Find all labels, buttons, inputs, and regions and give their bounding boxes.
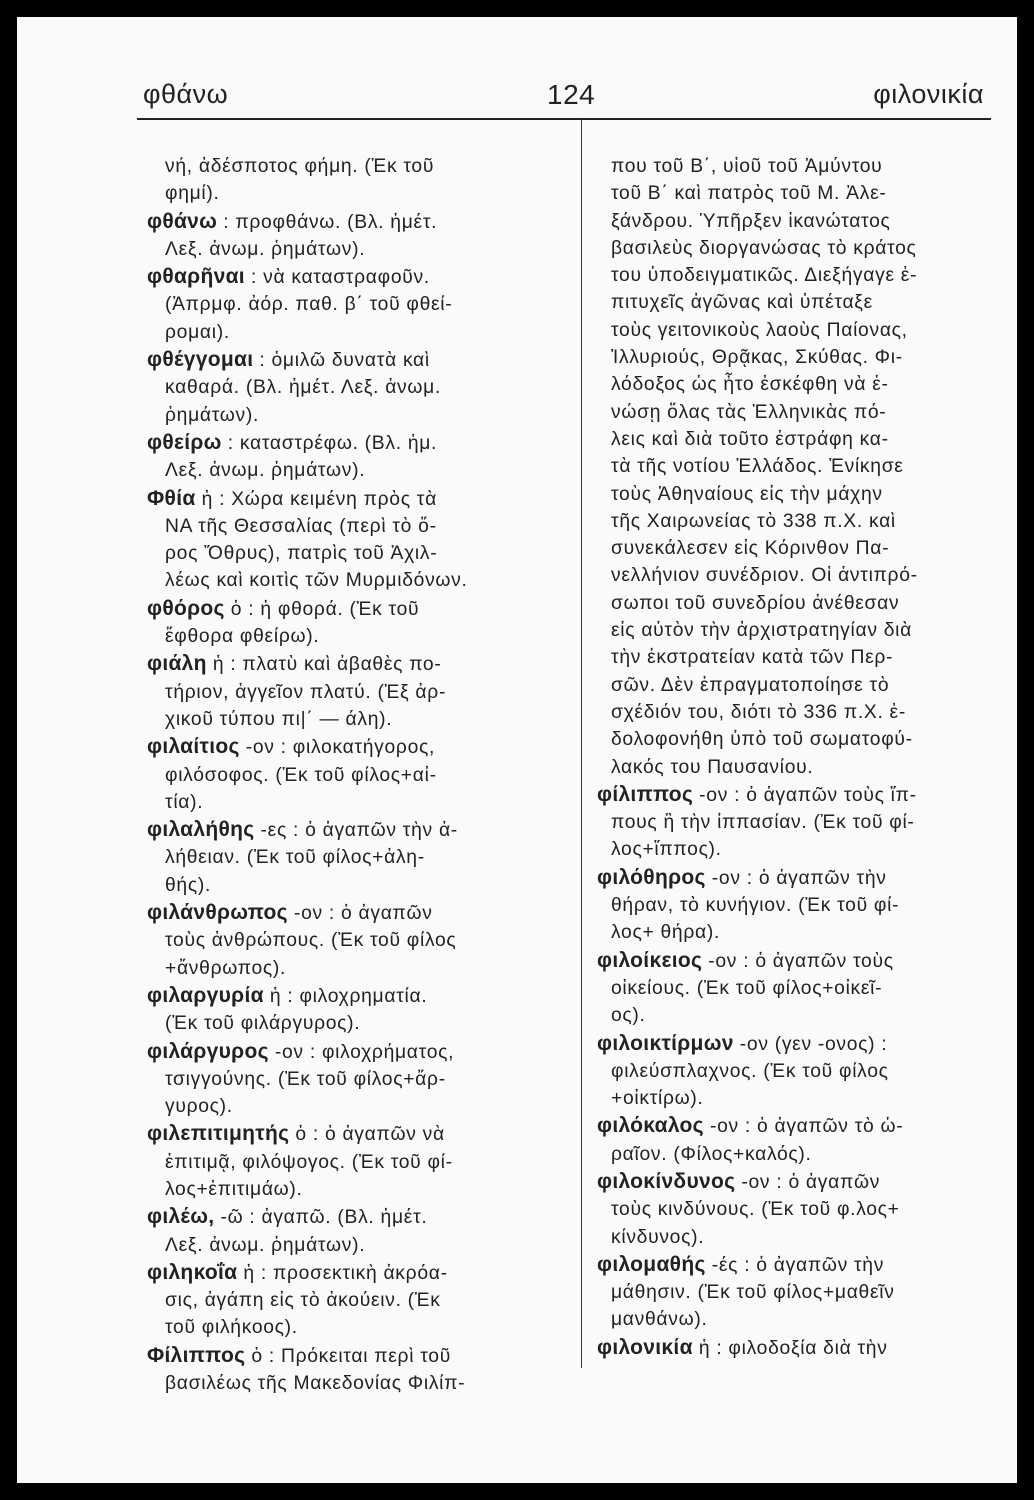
entry-headword: φιλοίκειος [597, 948, 703, 972]
dictionary-entry [597, 1030, 1005, 1113]
entry-headword: φιλαλήθης [147, 818, 255, 842]
entry-headword: φθείρω [147, 430, 222, 454]
entry-text: τοῦ φιλήκοος). [165, 1317, 298, 1339]
entry-line [147, 1176, 559, 1203]
entry-line [597, 975, 1005, 1002]
entry-line [597, 1168, 1005, 1196]
entry-line [147, 762, 559, 789]
entry-line [597, 153, 1005, 180]
entry-text: σχέδιόν του, διότι τὸ 336 π.Χ. ἐ- [611, 701, 906, 723]
entry-line [147, 485, 559, 513]
entry-text: +ἄνθρωπος). [165, 957, 287, 979]
entry-line [147, 623, 559, 650]
entry-line [597, 180, 1005, 207]
column-divider [581, 118, 582, 1368]
entry-text: ὁ : ὁ ἀγαπῶν νὰ [289, 1124, 445, 1146]
entry-line [597, 262, 1005, 289]
dictionary-entry [147, 485, 559, 595]
dictionary-entry [147, 1259, 559, 1342]
entry-line [597, 781, 1005, 809]
entry-line [597, 699, 1005, 726]
entry-line [597, 1224, 1005, 1251]
entry-headword: φιλομαθής [597, 1252, 706, 1276]
entry-line [597, 1112, 1005, 1140]
entry-headword: φιλοικτίρμων [597, 1031, 734, 1055]
entry-headword: φιλονικία [597, 1335, 693, 1359]
entry-text: νώσῃ ὅλας τὰς Ἑλληνικὰς πό- [611, 401, 887, 423]
entry-text: τήριον, ἀγγεῖον πλατύ. (Ἐξ ἀρ- [165, 681, 447, 703]
entry-line [597, 892, 1005, 919]
entry-text: σῶν. Δὲν ἐπραγματοποίησε τὸ [611, 674, 890, 696]
entry-line [597, 1002, 1005, 1029]
entry-headword: φιλάνθρωπος [147, 901, 288, 925]
entry-line [147, 263, 559, 291]
entry-text: χικοῦ τύπου πι|΄ — άλη). [165, 708, 393, 730]
dictionary-entry [147, 899, 559, 982]
entry-headword: φθόρος [147, 596, 225, 620]
entry-line [597, 535, 1005, 562]
entry-text: -ον : ὁ ἀγαπῶν [287, 903, 433, 925]
dictionary-entry [597, 1334, 1005, 1362]
entry-line [597, 590, 1005, 617]
entry-text: νελλήνιον συνέδριον. Οἱ ἀντιπρό- [611, 565, 918, 587]
header-rule [137, 118, 991, 120]
entry-text: μανθάνω). [611, 1309, 708, 1331]
entry-headword: φιλάργυρος [147, 1039, 269, 1063]
entry-line [147, 899, 559, 927]
entry-line [147, 595, 559, 623]
entry-text: ῥημάτων). [165, 404, 260, 426]
entry-text: φημί). [165, 183, 220, 205]
entry-line [147, 1203, 559, 1231]
entry-text: Ἰλλυριούς, Θρᾷκας, Σκύθας. Φι- [611, 347, 903, 369]
dictionary-entry [147, 1203, 559, 1259]
entry-headword: φίλιππος [597, 782, 694, 806]
entry-line [597, 1085, 1005, 1112]
entry-line [147, 1093, 559, 1120]
entry-text: τοῦ Β΄ καὶ πατρὸς τοῦ Μ. Ἀλε- [611, 183, 887, 205]
entry-text: νή, ἀδέσποτος φήμη. (Ἐκ τοῦ [165, 156, 435, 177]
entry-text: ρος Ὄθρυς), πατρὶς τοῦ Ἀχιλ- [165, 543, 438, 565]
entry-text: σωποι τοῦ συνεδρίου ἀνέθεσαν [611, 592, 900, 614]
entry-line [597, 426, 1005, 453]
entry-text: μάθησιν. (Ἐκ τοῦ φίλος+μαθεῖν [611, 1282, 895, 1304]
entry-line [147, 291, 559, 318]
entry-line [147, 567, 559, 594]
entry-line [597, 754, 1005, 781]
dictionary-entry [147, 263, 559, 346]
dictionary-entry [147, 153, 559, 208]
entry-text: λέως καὶ κοιτὶς τῶν Μυρμιδόνων. [165, 570, 468, 592]
entry-line [147, 1066, 559, 1093]
entry-line [147, 346, 559, 374]
entry-line [147, 1120, 559, 1148]
entry-line [597, 508, 1005, 535]
dictionary-entry [597, 864, 1005, 947]
entry-headword: φιλόκαλος [597, 1114, 704, 1138]
entry-text: -ον : ὁ ἀγαπῶν τὴν [705, 867, 887, 889]
entry-text: ξάνδρου. Ὑπῆρξεν ἱκανώτατος [611, 210, 891, 232]
entry-text: -ές : ὁ ἀγαπῶν τὴν [705, 1254, 885, 1276]
entry-line [597, 1141, 1005, 1168]
entry-line [597, 481, 1005, 508]
dictionary-entry [597, 947, 1005, 1030]
entry-line [597, 1030, 1005, 1058]
entry-text: βασιλεὺς διοργανώσας τὸ κράτος [611, 237, 917, 259]
dictionary-entry [597, 1112, 1005, 1168]
entry-text: θής). [165, 874, 212, 896]
entry-text: του ὑποδειγματικῶς. Διεξήγαγε ἐ- [611, 265, 918, 287]
entry-text: γυρος). [165, 1096, 233, 1118]
entry-line [597, 1251, 1005, 1279]
entry-line [147, 374, 559, 401]
entry-text: τὰ τῆς νοτίου Ἑλλάδος. Ἐνίκησε [611, 456, 904, 478]
entry-headword: φιλαίτιος [147, 735, 240, 759]
entry-headword: φιλεπιτιμητής [147, 1122, 290, 1146]
dictionary-entry [147, 982, 559, 1038]
entry-text: τοὺς Ἀθηναίους εἰς τὴν μάχην [611, 483, 883, 505]
dictionary-entry [147, 429, 559, 485]
entry-line [147, 540, 559, 567]
dictionary-entry [147, 1342, 559, 1398]
entry-text: λακός του Παυσανίου. [611, 756, 814, 778]
dictionary-entry [147, 733, 559, 816]
entry-text: πιτυχεῖς ἀγῶνας καὶ ὑπέταξε [611, 292, 873, 314]
page-number: 124 [547, 79, 596, 110]
header-right-word: φιλονικία [873, 79, 984, 109]
entry-line [597, 1058, 1005, 1085]
entry-line [147, 650, 559, 678]
entry-line [597, 809, 1005, 836]
dictionary-entry [597, 1251, 1005, 1334]
entry-line [147, 208, 559, 236]
entry-headword: φθέγγομαι [147, 348, 254, 372]
entry-line [147, 927, 559, 954]
entry-text: : νὰ καταστραφοῦν. [244, 267, 430, 289]
entry-line [597, 919, 1005, 946]
entry-headword: φθαρῆναι [147, 265, 245, 289]
entry-line [147, 872, 559, 899]
entry-text: λος+ θήρα). [611, 922, 721, 944]
entry-text: -ον : ὁ ἀγαπῶν τοὺς [702, 950, 894, 972]
entry-line [597, 235, 1005, 262]
dictionary-page [17, 17, 1017, 1483]
entry-text: : ὁμιλῶ δυνατὰ καὶ [253, 350, 430, 372]
dictionary-entry [147, 208, 559, 264]
entry-headword: φθάνω [147, 209, 218, 233]
entry-line [147, 457, 559, 484]
dictionary-entry [147, 816, 559, 899]
entry-line [597, 371, 1005, 398]
entry-headword: φιληκοΐα [147, 1260, 238, 1284]
entry-text: βασιλέως τῆς Μακεδονίας Φιλίπ- [165, 1373, 466, 1395]
entry-text: -ον : ὁ ἀγαπῶν τὸ ὡ- [703, 1116, 904, 1138]
entry-line [147, 319, 559, 346]
entry-text: -ες : ὁ ἀγαπῶν τὴν ἀ- [254, 820, 458, 842]
entry-text: -ον : φιλοχρήματος, [268, 1041, 455, 1063]
left-column [147, 153, 559, 1397]
entry-line [147, 180, 559, 207]
entry-line [597, 317, 1005, 344]
entry-text: καθαρά. (Βλ. ἡμέτ. Λεξ. ἀνωμ. [165, 377, 442, 399]
entry-line [147, 789, 559, 816]
entry-text: θήραν, τὸ κυνήγιον. (Ἐκ τοῦ φί- [611, 895, 900, 917]
entry-line [597, 1334, 1005, 1362]
entry-text: τία). [165, 791, 204, 813]
entry-text: -ον : φιλοκατήγορος, [239, 737, 436, 759]
entry-text: τοὺς γειτονικοὺς λαοὺς Παίονας, [611, 319, 908, 341]
dictionary-entry [147, 595, 559, 651]
entry-text: ἡ : προσεκτικὴ ἀκρόα- [237, 1262, 448, 1284]
entry-headword: φιλαργυρία [147, 983, 264, 1007]
entry-text: λος+ἐπιτιμάω). [165, 1178, 303, 1200]
entry-text: ἐπιτιμᾷ, φιλόψογος. (Ἐκ τοῦ φί- [165, 1151, 453, 1173]
entry-line [597, 289, 1005, 316]
entry-text: δολοφονήθη ὑπὸ τοῦ σωματοφύ- [611, 729, 913, 751]
entry-text: τὴν ἐκστρατείαν κατὰ τῶν Περ- [611, 647, 894, 669]
entry-text: ἡ : φιλοχρηματία. [263, 985, 428, 1007]
entry-text: (Ἐκ τοῦ φιλάργυρος). [165, 1013, 361, 1035]
entry-line [597, 453, 1005, 480]
entry-text: (Ἀπρμφ. ἀόρ. παθ. β΄ τοῦ φθεί- [165, 294, 453, 316]
entry-line [597, 864, 1005, 892]
entry-line [147, 1370, 559, 1397]
entry-line [597, 1279, 1005, 1306]
entry-text: -ον (γεν -ονος) : [733, 1033, 888, 1055]
entry-text: +οἰκτίρω). [611, 1088, 704, 1110]
entry-headword: φιλοκίνδυνος [597, 1169, 736, 1193]
entry-line [597, 1306, 1005, 1333]
entry-line [147, 1314, 559, 1341]
entry-text: ἡ : Χώρα κειμένη πρὸς τὰ [195, 488, 437, 510]
entry-line [147, 1259, 559, 1287]
entry-text: ὁ : ἡ φθορά. (Ἐκ τοῦ [224, 598, 420, 620]
entry-headword: φιλόθηρος [597, 865, 706, 889]
entry-text: τσιγγούνης. (Ἐκ τοῦ φίλος+ἄρ- [165, 1068, 446, 1090]
entry-text: ος). [611, 1005, 646, 1027]
dictionary-entry [147, 1038, 559, 1121]
entry-line [147, 816, 559, 844]
dictionary-entry [147, 346, 559, 429]
entry-line [147, 982, 559, 1010]
entry-text: πους ἢ τὴν ἱππασίαν. (Ἐκ τοῦ φί- [611, 812, 915, 834]
dictionary-entry [597, 153, 1005, 781]
entry-line [147, 1010, 559, 1037]
entry-line [597, 644, 1005, 671]
entry-line [597, 836, 1005, 863]
entry-text: -ον : ὁ ἀγαπῶν [735, 1171, 881, 1193]
entry-text: Λεξ. ἀνωμ. ῥημάτων). [165, 460, 366, 482]
entry-text: ΝΑ τῆς Θεσσαλίας (περὶ τὸ ὄ- [165, 515, 437, 537]
entry-line [147, 429, 559, 457]
dictionary-entry [147, 650, 559, 733]
entry-line [597, 344, 1005, 371]
entry-text: : καταστρέφω. (Βλ. ἡμ. [221, 432, 438, 454]
entry-line [147, 1038, 559, 1066]
entry-text: οἰκείους. (Ἐκ τοῦ φίλος+οἰκεῖ- [611, 977, 883, 999]
entry-text: ρομαι). [165, 321, 230, 343]
entry-text: τοὺς ἀνθρώπους. (Ἐκ τοῦ φίλος [165, 930, 457, 952]
entry-text: φιλεύσπλαχνος. (Ἐκ τοῦ φίλος [611, 1060, 889, 1082]
entry-text: ὁ : Πρόκειται περὶ τοῦ [245, 1345, 451, 1367]
entry-text: ἡ : πλατὺ καὶ ἀβαθὲς πο- [206, 654, 442, 676]
entry-text: -ον : ὁ ἀγαπῶν τοὺς ἵπ- [693, 784, 917, 806]
entry-line [597, 562, 1005, 589]
entry-text: φιλόσοφος. (Ἐκ τοῦ φίλος+αἰ- [165, 764, 437, 786]
entry-line [147, 844, 559, 871]
entry-text: τοὺς κινδύνους. (Ἐκ τοῦ φ.λος+ [611, 1199, 900, 1221]
entry-line [147, 1232, 559, 1259]
entry-line [597, 672, 1005, 699]
entry-line [147, 706, 559, 733]
entry-line [597, 1196, 1005, 1223]
entry-text: τῆς Χαιρωνείας τὸ 338 π.Χ. καὶ [611, 510, 896, 532]
entry-line [597, 399, 1005, 426]
entry-line [147, 679, 559, 706]
dictionary-entry [597, 1168, 1005, 1251]
entry-line [597, 947, 1005, 975]
entry-text: -ῶ : ἀγαπῶ. (Βλ. ἡμέτ. [214, 1207, 428, 1229]
entry-line [147, 733, 559, 761]
dictionary-entry [597, 781, 1005, 864]
entry-text: λος+ἵππος). [611, 839, 722, 861]
entry-line [147, 1149, 559, 1176]
entry-text: εἰς αὐτὸν τὴν ἀρχιστρατηγίαν διὰ [611, 620, 913, 642]
entry-line [597, 617, 1005, 644]
entry-text: σις, ἀγάπη εἰς τὸ ἀκούειν. (Ἐκ [165, 1290, 441, 1312]
entry-line [147, 153, 559, 180]
entry-line [147, 236, 559, 263]
entry-headword: Φθία [147, 486, 196, 510]
entry-line [597, 208, 1005, 235]
entry-line [147, 955, 559, 982]
entry-text: ραῖον. (Φίλος+καλός). [611, 1143, 812, 1165]
entry-text: συνεκάλεσεν εἰς Κόρινθον Πα- [611, 538, 890, 560]
entry-headword: φιάλη [147, 652, 207, 676]
entry-line [147, 513, 559, 540]
entry-headword: φιλέω, [147, 1205, 215, 1229]
entry-headword: Φίλιππος [147, 1343, 246, 1367]
entry-text: λόδοξος ὡς ἦτο ἐσκέφθη νὰ ἑ- [611, 374, 889, 396]
right-column [597, 153, 1005, 1362]
entry-text: : προφθάνω. (Βλ. ἡμέτ. [217, 211, 438, 233]
entry-text: Λεξ. ἀνωμ. ῥημάτων). [165, 1234, 366, 1256]
entry-line [147, 1287, 559, 1314]
entry-text: κίνδυνος). [611, 1226, 705, 1248]
entry-line [147, 1342, 559, 1370]
header-left-word: φθάνω [143, 79, 229, 109]
entry-text: λήθειαν. (Ἐκ τοῦ φίλος+ἀλη- [165, 847, 425, 869]
dictionary-entry [147, 1120, 559, 1203]
entry-text: λεις καὶ διὰ τοῦτο ἐστράφη κα- [611, 428, 889, 450]
entry-text: που τοῦ Β΄, υἱοῦ τοῦ Ἀμύντου [611, 156, 883, 177]
entry-text: ἡ : φιλοδοξία διὰ τὴν [692, 1337, 888, 1359]
entry-text: ἔφθορα φθείρω). [165, 626, 320, 648]
entry-line [597, 726, 1005, 753]
entry-text: Λεξ. ἀνωμ. ῥημάτων). [165, 238, 366, 260]
entry-line [147, 402, 559, 429]
